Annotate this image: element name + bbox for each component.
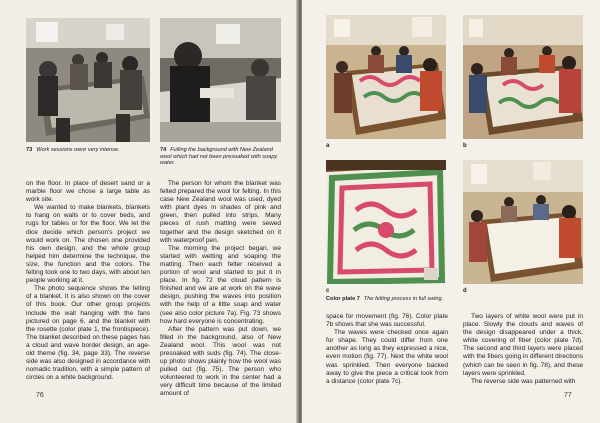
- plate-label-c: c: [326, 288, 330, 294]
- paragraph: We wanted to make blankets, blankets to hang on walls or to cover beds, and rugs for tables or for the floor. We let the dice decide which person's project we would work on. The chosen one provided his own design, and the whole group helped him determine the technique, the size, the function and the colors. The felting took one to two days, with about ten people working at it.: [26, 204, 150, 285]
- left-page: [0, 0, 298, 423]
- plate-label-a: a: [326, 143, 330, 149]
- color-plate-label: Color plate 7: [326, 296, 360, 302]
- color-plate-7a: [326, 15, 446, 139]
- caption-fig74: [160, 147, 281, 167]
- photo-fig73: [26, 18, 150, 142]
- caption-fig73-text: Work sessions were very intense.: [36, 147, 120, 153]
- paragraph: The morning the project began, we started with wetting and soaping the matting. Then each felter received a portion of wool and started to put it in place. In fig. 72 the cloud pattern is finished and we are at work on the wave design, pushing the waves into position with the help of a little soap and water (see also color picture 7a). Fig. 73 shows how hard everyone is concentrating.: [160, 244, 281, 325]
- right-page: [302, 0, 600, 423]
- color-plate-caption: [326, 296, 456, 303]
- paragraph: The reverse side was patterned with: [471, 377, 576, 385]
- right-column-2: [463, 313, 583, 386]
- plate-label-b: b: [463, 143, 467, 149]
- paragraph: space for movement (fig. 76). Color plate 7b shows that she was successful.: [326, 313, 448, 329]
- color-plate-7c: [326, 160, 446, 284]
- caption-fig73-number: 73: [26, 147, 33, 153]
- right-column-1: [326, 313, 448, 386]
- paragraph: After the pattern was put down, we filled in the background, also of New Zealand wool. This wool was not presoaked with suds (fig. 74). The close-up photo shows plainly how the wool was pulled out (fig. 75). The person who volunteered to work in the center had a very difficult time because of the limited amount of: [160, 325, 281, 398]
- caption-fig74-number: 74: [160, 147, 167, 153]
- paragraph: The person for whom the blanket was felted prepared the wool for felting. In this case New Zealand wool was used, dyed with plant dyes in shades of pink and green, then pulled into strips. Many pieces of rush matting were sewed together and the design sketched on it with waterproof pen.: [160, 180, 281, 244]
- caption-fig74-text: Fulling the background with New Zealand wool which had not been presoaked with soapy water.: [160, 147, 278, 167]
- paragraph: on the floor. In place of desert sand or a marble floor we chose a large table as work site.: [26, 180, 150, 204]
- paragraph: The photo sequence shows the felting of a blanket. It is also shown on the cover of this book. Our other group projects include the wall hanging with the fans pictured on page 6, and the blanket with the rosette (color plate 1, the frontispiece). The blanket described on these pages has a cloud and wave border design, an age-old theme (fig. 34, page 33). The reverse side was also designed in accordance with nomadic tradition, with a simple pattern of circles on a white background.: [26, 285, 150, 382]
- paragraph: Two layers of white wool were put in place. Slowly the clouds and waves of the design disappeared under a thick, white covering of fiber (color plate 7d). The second and third layers were placed with the fibers going in different directions (which can be seen in fig. 78), and these layers were sprinkled.: [463, 313, 583, 377]
- color-plate-7d: [463, 160, 583, 284]
- paragraph: The waves were checked once again for shape. They could differ from one another as long as they expressed a nice, even motion (fig. 77). Next the white wool was sprinkled. Then everyone backed away to give the piece a critical look from a distance (color plate 7c).: [326, 329, 448, 385]
- plate-label-d: d: [463, 288, 467, 294]
- page-number-left: 76: [36, 392, 44, 399]
- color-plate-text: The felting process in full swing.: [363, 296, 444, 302]
- left-column-2: [160, 180, 281, 399]
- color-plate-7b: [463, 15, 583, 139]
- photo-fig74: [160, 18, 281, 142]
- page-number-right: 77: [564, 392, 572, 399]
- caption-fig73: [26, 147, 150, 154]
- left-column-1: [26, 180, 150, 382]
